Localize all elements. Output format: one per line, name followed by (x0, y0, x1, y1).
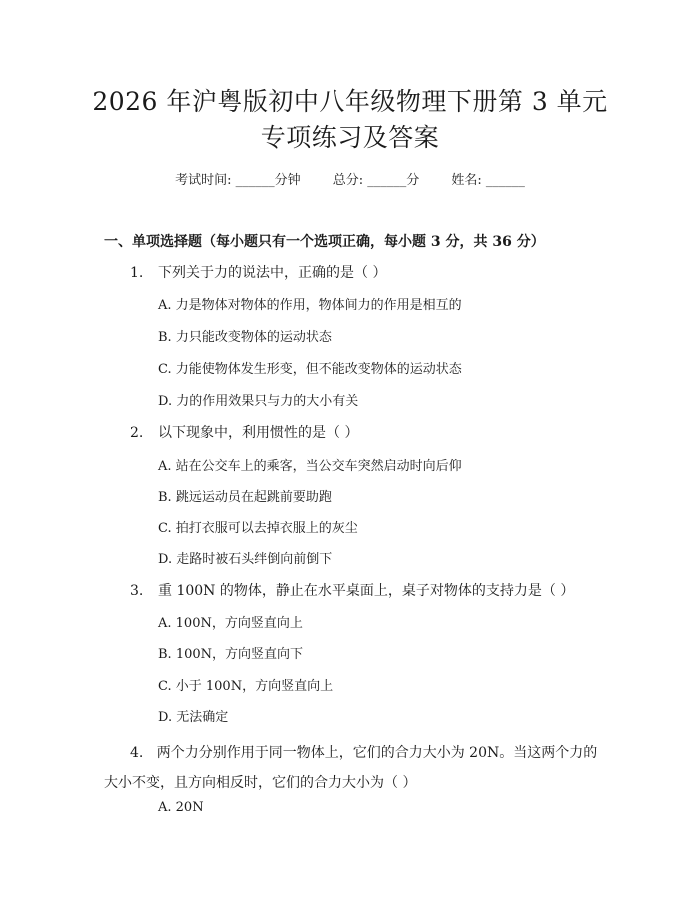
exam-info (0, 169, 700, 188)
student-name: 姓名: ______ (451, 173, 525, 188)
option: B. 力只能改变物体的运动状态 (158, 330, 332, 345)
question-number: 4. (130, 745, 144, 761)
option: D. 无法确定 (158, 710, 229, 725)
question-4 (104, 738, 604, 798)
exam-time: 考试时间: ______分钟 (175, 173, 301, 188)
question-2 (130, 422, 358, 442)
document-title-line1: 2026 年沪粤版初中八年级物理下册第 3 单元 (92, 87, 608, 116)
option: A. 100N，方向竖直向上 (158, 616, 303, 631)
question-text: 以下现象中，利用惯性的是（ ） (158, 425, 359, 441)
option: A. 站在公交车上的乘客，当公交车突然启动时向后仰 (158, 459, 462, 474)
question-number: 1. (130, 265, 144, 281)
question-number: 2. (130, 425, 144, 441)
question-text: 下列关于力的说法中，正确的是（ ） (158, 265, 387, 281)
question-text: 重 100N 的物体，静止在水平桌面上，桌子对物体的支持力是（ ） (158, 583, 575, 599)
question-number: 3. (130, 583, 144, 599)
option: B. 100N，方向竖直向下 (158, 647, 304, 662)
option: B. 跳远运动员在起跳前要助跑 (158, 490, 332, 505)
option: C. 小于 100N，方向竖直向上 (158, 679, 334, 694)
option: C. 力能使物体发生形变，但不能改变物体的运动状态 (158, 362, 462, 377)
question-1 (130, 262, 386, 282)
question-text: 两个力分别作用于同一物体上，它们的合力大小为 20N。当这两个力的大小不变，且方向相反时，它们的合力大小为（ ） (104, 745, 598, 791)
total-score: 总分: ______分 (332, 173, 420, 188)
section-heading: 一、单项选择题（每小题只有一个选项正确，每小题 3 分，共 36 分） (104, 234, 545, 250)
option: D. 走路时被石头绊倒向前倒下 (158, 552, 333, 567)
document-title-line2: 专项练习及答案 (260, 123, 440, 152)
option: A. 力是物体对物体的作用，物体间力的作用是相互的 (158, 298, 462, 313)
option: D. 力的作用效果只与力的大小有关 (158, 394, 359, 409)
question-3 (130, 580, 574, 600)
option: A. 20N (158, 800, 204, 815)
option: C. 拍打衣服可以去掉衣服上的灰尘 (158, 521, 358, 536)
